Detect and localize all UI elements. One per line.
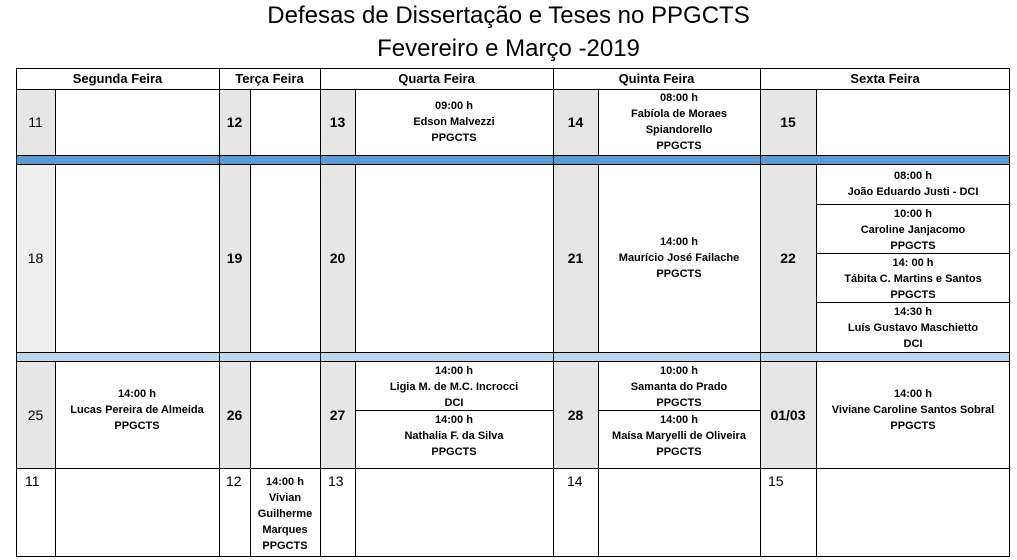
column-divider [320, 68, 321, 557]
row-divider [16, 155, 1010, 156]
header-wednesday: Quarta Feira [398, 71, 475, 86]
table-border-right [1009, 68, 1010, 557]
day-number-mon-w3: 25 [16, 361, 55, 468]
day-number-thu-w4: 14 [567, 473, 583, 489]
event-program: PPGCTS [656, 140, 702, 152]
row-divider [16, 164, 1010, 165]
event-name: Edson Malvezzi [413, 116, 495, 128]
row-divider [16, 468, 1010, 469]
event-program: PPGCTS [890, 240, 936, 252]
table-border-top [16, 68, 1010, 69]
event-program: DCI [444, 397, 464, 409]
event-name: Lucas Pereira de Almeida [70, 403, 204, 416]
column-divider [250, 89, 251, 155]
header-friday: Sexta Feira [850, 71, 920, 86]
event-mon-w3 [55, 361, 219, 468]
event-name: João Eduardo Justi - DCI [847, 186, 979, 198]
column-divider [219, 68, 220, 557]
day-number-mon-w4: 11 [25, 473, 40, 489]
event-time: 14:30 h [894, 306, 932, 318]
day-number-thu-w1: 14 [553, 89, 598, 155]
event-fri-w3 [816, 361, 1010, 468]
event-name: Fabíola de Moraes [631, 108, 727, 120]
event-fri-w2-c [816, 253, 1010, 302]
day-number-tue-w2: 19 [219, 164, 250, 352]
column-divider [816, 361, 817, 557]
column-divider [55, 164, 56, 352]
event-program: PPGCTS [262, 540, 308, 552]
event-time: 14:00 h [660, 414, 698, 426]
row-divider [16, 361, 1010, 362]
event-name: Samanta do Prado [630, 381, 728, 393]
day-number-fri-w3: 01/03 [760, 361, 816, 468]
row-divider [16, 89, 1010, 90]
column-divider [598, 89, 599, 155]
event-name: Tábita C. Martins e Santos [844, 273, 982, 285]
event-time: 09:00 h [435, 100, 473, 112]
event-time: 10:00 h [660, 365, 698, 377]
day-number-fri-w1: 15 [760, 89, 816, 155]
column-divider [816, 89, 817, 155]
header-thursday: Quinta Feira [618, 71, 695, 86]
event-tue-w4 [250, 468, 320, 557]
header-tuesday: Terça Feira [235, 71, 304, 86]
column-divider [816, 164, 817, 352]
event-time: 08:00 h [894, 170, 932, 182]
event-name-cont: Marques [262, 524, 308, 536]
event-time: 10:00 h [894, 208, 932, 220]
cell-subdivider [598, 410, 760, 411]
event-thu-w3-a [598, 361, 760, 410]
column-divider [355, 361, 356, 557]
day-number-tue-w3: 26 [219, 361, 250, 468]
column-divider [250, 361, 251, 557]
event-name-cont: Guilherme [257, 508, 313, 520]
column-divider [598, 361, 599, 557]
event-time: 14:00 h [435, 414, 473, 426]
row-divider [16, 352, 1010, 353]
day-number-mon-w2: 18 [16, 164, 55, 352]
event-thu-w1 [598, 89, 760, 155]
event-program: DCI [903, 338, 923, 350]
column-divider [598, 164, 599, 352]
event-time: 14: 00 h [892, 257, 934, 269]
event-time: 14:00 h [266, 476, 304, 488]
event-program: PPGCTS [890, 419, 936, 432]
table-border-left [16, 68, 17, 557]
page-title-line1: Defesas de Dissertação e Teses no PPGCTS [267, 2, 750, 29]
event-time: 14:00 h [660, 236, 698, 248]
column-divider [250, 164, 251, 352]
event-fri-w2-d [816, 302, 1010, 352]
column-divider [55, 89, 56, 155]
column-divider [760, 68, 761, 557]
event-name: Ligia M. de M.C. Incrocci [389, 381, 519, 393]
day-number-wed-w4: 13 [328, 473, 344, 489]
event-program: PPGCTS [431, 132, 477, 144]
event-time: 08:00 h [660, 92, 698, 104]
day-number-wed-w2: 20 [320, 164, 355, 352]
event-program: PPGCTS [656, 446, 702, 458]
day-number-thu-w2: 21 [553, 164, 598, 352]
day-number-tue-w1: 12 [219, 89, 250, 155]
event-thu-w2 [598, 164, 760, 352]
day-number-mon-w1: 11 [16, 89, 55, 155]
day-number-thu-w3: 28 [553, 361, 598, 468]
event-program: PPGCTS [656, 397, 702, 409]
week-separator-band [16, 352, 1010, 361]
column-divider [553, 68, 554, 557]
event-name: Luís Gustavo Maschietto [847, 322, 979, 334]
column-divider [355, 164, 356, 352]
event-program: PPGCTS [431, 446, 477, 458]
day-number-tue-w4: 12 [226, 473, 242, 489]
cell-subdivider [355, 410, 553, 411]
calendar-table [16, 68, 1010, 557]
day-number-wed-w3: 27 [320, 361, 355, 468]
event-time: 14:00 h [118, 387, 156, 400]
event-time: 14:00 h [435, 365, 473, 377]
event-thu-w3-b [598, 410, 760, 468]
table-border-bottom [16, 556, 1010, 557]
day-number-fri-w4: 15 [768, 473, 784, 489]
event-name: Vivian [268, 492, 302, 504]
event-name: Nathalia F. da Silva [404, 430, 504, 442]
event-wed-w3-a [355, 361, 553, 410]
day-number-wed-w1: 13 [320, 89, 355, 155]
cell-subdivider [816, 253, 1010, 254]
cell-subdivider [816, 302, 1010, 303]
event-fri-w2-a [816, 164, 1010, 204]
event-program: PPGCTS [890, 289, 936, 301]
week-separator-band [16, 155, 1010, 164]
event-wed-w3-b [355, 410, 553, 468]
cell-subdivider [816, 204, 1010, 205]
event-name-cont: Spiandorello [645, 124, 713, 136]
column-divider [355, 89, 356, 155]
event-time: 14:00 h [894, 387, 932, 400]
event-program: PPGCTS [656, 268, 702, 280]
column-divider [55, 361, 56, 557]
page-title-line2: Fevereiro e Março -2019 [377, 35, 640, 62]
event-fri-w2-b [816, 204, 1010, 253]
event-name: Caroline Janjacomo [860, 224, 966, 236]
event-wed-w1 [355, 89, 553, 155]
day-number-fri-w2: 22 [760, 164, 816, 352]
event-name: Viviane Caroline Santos Sobral [831, 403, 995, 416]
header-monday: Segunda Feira [72, 71, 163, 86]
event-name: Maísa Maryelli de Oliveira [612, 430, 746, 442]
event-name: Maurício José Failache [618, 252, 740, 264]
event-program: PPGCTS [114, 419, 160, 432]
